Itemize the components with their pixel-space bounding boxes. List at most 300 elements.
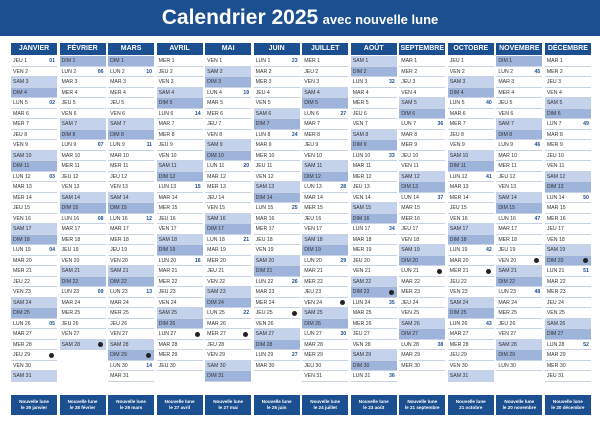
day-label: JEU 23 — [304, 289, 322, 295]
month-column — [351, 43, 397, 387]
day-row — [448, 340, 494, 351]
day-label: MAR 10 — [61, 152, 81, 159]
day-label: VEN 13 — [110, 184, 128, 190]
day-label: VEN 12 — [255, 173, 274, 180]
day-label: LUN 2 — [61, 68, 77, 75]
day-row — [205, 98, 251, 109]
day-label: JEU 7 — [207, 121, 222, 127]
day-row — [157, 140, 203, 151]
day-row — [545, 151, 591, 162]
new-moon-note — [108, 395, 154, 415]
day-row — [205, 161, 251, 172]
day-row — [448, 98, 494, 109]
day-row — [254, 77, 300, 88]
day-label: JEU 5 — [61, 100, 76, 106]
day-label: VEN 20 — [110, 257, 128, 264]
day-label: MAR 13 — [13, 184, 32, 190]
week-number: 04 — [49, 247, 55, 253]
day-label: SAM 8 — [352, 131, 369, 138]
day-label: DIM 25 — [13, 310, 30, 316]
day-row — [448, 151, 494, 162]
day-row — [205, 203, 251, 214]
day-row — [11, 329, 57, 340]
day-row — [11, 130, 57, 141]
day-label: LUN 28 — [401, 341, 419, 348]
day-row — [399, 98, 445, 109]
day-row — [157, 235, 203, 246]
day-row — [108, 130, 154, 141]
day-label: MER 18 — [110, 236, 129, 243]
week-number: 14 — [194, 110, 201, 117]
day-row — [108, 67, 154, 78]
day-label: VEN 31 — [304, 373, 323, 379]
day-label: VEN 19 — [255, 247, 274, 253]
day-label: SAM 30 — [207, 362, 226, 369]
day-row — [60, 77, 106, 88]
day-row — [399, 119, 445, 130]
day-label: VEN 27 — [61, 331, 80, 337]
day-row — [11, 298, 57, 309]
day-label: SAM 20 — [255, 257, 275, 264]
day-row — [448, 287, 494, 298]
day-label: SAM 26 — [546, 320, 566, 327]
day-label: SAM 28 — [110, 341, 129, 348]
day-row — [399, 350, 445, 361]
day-row — [496, 56, 542, 67]
day-label: MAR 10 — [110, 152, 129, 159]
day-row — [11, 56, 57, 67]
day-label: MAR 23 — [255, 289, 275, 295]
day-row — [496, 151, 542, 162]
day-label: VEN 30 — [13, 362, 31, 369]
day-label: LUN 23 — [110, 289, 128, 295]
new-moon-note — [157, 395, 203, 415]
day-row — [254, 172, 300, 183]
day-row — [108, 350, 154, 361]
day-label: JEU 13 — [352, 184, 370, 190]
week-number: 19 — [243, 89, 250, 96]
day-label: MER 11 — [61, 163, 80, 169]
day-label: MER 21 — [449, 268, 469, 274]
day-label: LUN 6 — [158, 110, 174, 117]
day-row — [351, 245, 397, 256]
day-row — [399, 329, 445, 340]
month-column — [11, 43, 57, 387]
day-label: LUN 9 — [61, 142, 77, 148]
day-label: MAR 13 — [449, 184, 469, 190]
week-number: 01 — [49, 58, 55, 64]
day-label: MAR 21 — [304, 268, 323, 274]
day-label: LUN 30 — [110, 362, 128, 369]
day-label: VEN 2 — [449, 68, 465, 75]
day-row — [545, 130, 591, 141]
new-moon-note — [448, 395, 494, 415]
day-row — [496, 319, 542, 330]
day-row — [205, 266, 251, 277]
day-label: JEU 3 — [546, 79, 561, 85]
day-label: MER 18 — [61, 236, 81, 243]
day-label: JEU 10 — [546, 152, 564, 159]
day-label: MER 14 — [13, 194, 32, 201]
day-row — [545, 308, 591, 319]
day-label: MAR 20 — [449, 257, 469, 264]
week-number: 26 — [291, 278, 298, 285]
day-label: MAR 3 — [61, 79, 78, 85]
day-label: JEU 19 — [61, 247, 79, 253]
day-label: LUN 12 — [13, 173, 31, 180]
day-label: VEN 22 — [207, 278, 226, 285]
day-label: MER 6 — [207, 110, 223, 117]
new-moon-icon — [49, 353, 54, 358]
day-row — [351, 350, 397, 361]
day-label: SAM 2 — [207, 68, 223, 75]
week-number: 14 — [146, 362, 153, 369]
day-row — [496, 287, 542, 298]
day-row — [11, 266, 57, 277]
day-row — [302, 151, 348, 162]
day-label: MAR 27 — [449, 331, 469, 337]
day-label: SAM 28 — [498, 341, 517, 348]
week-number: 49 — [583, 121, 589, 127]
day-label: VEN 21 — [352, 268, 371, 274]
day-label: VEN 30 — [449, 362, 468, 369]
day-row — [254, 193, 300, 204]
day-row — [545, 182, 591, 193]
day-row — [399, 151, 445, 162]
day-label: SAM 7 — [498, 121, 514, 127]
day-row — [108, 287, 154, 298]
day-label: MER 16 — [401, 215, 420, 222]
new-moon-label: Nouvelle lune — [19, 399, 49, 404]
day-row — [302, 161, 348, 172]
day-label: MAR 20 — [13, 257, 32, 264]
day-label: VEN 13 — [61, 184, 80, 190]
day-row — [157, 266, 203, 277]
day-label: DIM 6 — [546, 110, 561, 117]
day-label: SAM 12 — [546, 173, 566, 180]
week-number: 46 — [534, 142, 541, 148]
day-label: LUN 3 — [352, 79, 368, 85]
day-label: JEU 29 — [449, 352, 467, 358]
day-row — [157, 329, 203, 340]
day-label: VEN 24 — [158, 299, 177, 306]
day-label: MER 27 — [207, 331, 226, 337]
day-row — [448, 88, 494, 99]
day-label: DIM 11 — [449, 163, 467, 169]
day-label: MER 22 — [304, 278, 323, 285]
day-row — [157, 119, 203, 130]
day-row — [205, 88, 251, 99]
day-row — [254, 361, 300, 372]
week-number: 30 — [340, 331, 347, 337]
title-main: Calendrier 2025 — [161, 6, 319, 29]
day-label: SAM 31 — [449, 373, 469, 379]
day-row — [351, 224, 397, 235]
day-row — [351, 182, 397, 193]
day-label: DIM 8 — [110, 131, 124, 138]
day-label: DIM 17 — [207, 226, 224, 232]
day-row — [448, 298, 494, 309]
day-label: JEU 26 — [61, 320, 79, 327]
day-row — [157, 224, 203, 235]
new-moon-label: Nouvelle lune — [504, 399, 535, 404]
day-label: VEN 10 — [158, 152, 177, 159]
day-label: MER 23 — [401, 289, 420, 295]
day-row — [351, 67, 397, 78]
day-label: MER 2 — [546, 68, 563, 75]
day-row — [60, 287, 106, 298]
day-row — [60, 140, 106, 151]
day-row — [11, 350, 57, 361]
day-label: DIM 26 — [304, 320, 321, 327]
day-row — [205, 224, 251, 235]
day-label: LUN 26 — [449, 320, 468, 327]
day-label: VEN 9 — [13, 142, 28, 148]
day-label: LUN 21 — [401, 268, 419, 274]
day-row — [399, 140, 445, 151]
day-label: VEN 23 — [449, 289, 468, 295]
day-row — [448, 329, 494, 340]
day-row — [157, 130, 203, 141]
week-number: 16 — [194, 257, 201, 264]
day-row — [545, 319, 591, 330]
day-label: MER 30 — [401, 362, 420, 369]
day-label: LUN 16 — [498, 215, 516, 222]
day-row — [496, 119, 542, 130]
day-label: DIM 10 — [207, 152, 224, 159]
day-label: SAM 24 — [449, 299, 469, 306]
day-label: SAM 18 — [158, 236, 178, 243]
day-label: DIM 11 — [13, 163, 30, 169]
day-label: MER 21 — [13, 268, 32, 274]
day-row — [254, 109, 300, 120]
day-label: MER 9 — [546, 142, 563, 148]
day-label: LUN 5 — [449, 100, 465, 106]
day-row — [545, 361, 591, 372]
day-row — [448, 56, 494, 67]
day-row — [496, 182, 542, 193]
day-label: SAM 5 — [401, 100, 417, 106]
day-row — [108, 214, 154, 225]
day-row — [205, 256, 251, 267]
week-number: 22 — [243, 310, 250, 316]
day-label: JEU 21 — [207, 268, 225, 274]
week-number: 42 — [486, 247, 492, 253]
day-row — [545, 172, 591, 183]
day-label: LUN 27 — [304, 331, 322, 337]
day-label: VEN 25 — [546, 310, 565, 316]
day-label: MER 1 — [304, 58, 321, 64]
day-label: MAR 3 — [498, 79, 515, 85]
day-label: SAM 12 — [401, 173, 420, 180]
day-label: DIM 1 — [61, 58, 76, 64]
day-row — [399, 182, 445, 193]
week-number: 34 — [388, 226, 395, 232]
day-label: LUN 17 — [352, 226, 371, 232]
day-row — [254, 308, 300, 319]
day-label: SAM 13 — [255, 184, 275, 190]
day-label: SAM 23 — [207, 289, 226, 295]
day-row — [545, 298, 591, 309]
day-label: LUN 9 — [110, 142, 125, 148]
day-row — [108, 371, 154, 382]
day-label: JEU 11 — [255, 163, 273, 169]
day-label: DIM 8 — [498, 131, 513, 138]
week-number: 28 — [340, 184, 347, 190]
day-label: SAM 27 — [255, 331, 275, 337]
week-number: 23 — [291, 58, 298, 64]
day-row — [545, 109, 591, 120]
month-column — [108, 43, 154, 387]
day-row — [448, 161, 494, 172]
new-moon-icon — [146, 353, 151, 358]
day-row — [302, 245, 348, 256]
day-label: MAR 7 — [158, 121, 175, 127]
day-row — [11, 245, 57, 256]
week-number: 48 — [534, 289, 541, 295]
day-label: JEU 24 — [546, 299, 564, 306]
day-row — [108, 256, 154, 267]
day-row — [302, 130, 348, 141]
new-moon-date: le 29 janvier — [20, 405, 48, 410]
day-row — [302, 214, 348, 225]
month-column — [302, 43, 348, 387]
new-moon-note — [302, 395, 348, 415]
day-row — [60, 109, 106, 120]
day-row — [11, 235, 57, 246]
new-moon-icon — [292, 311, 297, 316]
day-row — [157, 77, 203, 88]
day-label: LUN 30 — [498, 362, 516, 369]
day-row — [157, 287, 203, 298]
day-label: MAR 28 — [158, 341, 178, 348]
day-label: VEN 8 — [207, 131, 223, 138]
day-row — [496, 266, 542, 277]
day-row — [108, 119, 154, 130]
day-label: LUN 20 — [158, 257, 177, 264]
day-row — [60, 266, 106, 277]
day-label: SAM 21 — [61, 268, 80, 274]
day-row — [351, 119, 397, 130]
day-row — [11, 161, 57, 172]
day-row — [448, 172, 494, 183]
week-number: 43 — [486, 320, 492, 327]
day-label: MER 17 — [255, 226, 275, 232]
week-number: 52 — [583, 341, 589, 348]
day-row — [108, 161, 154, 172]
day-row — [302, 182, 348, 193]
day-row — [351, 161, 397, 172]
day-label: LUN 16 — [61, 215, 80, 222]
day-row — [399, 298, 445, 309]
day-label: SAM 4 — [158, 89, 175, 96]
day-row — [545, 193, 591, 204]
day-label: DIM 15 — [110, 205, 127, 211]
day-label: SAM 11 — [158, 163, 177, 169]
month-header: MARS — [108, 43, 154, 55]
month-header: JUILLET — [302, 43, 348, 55]
day-label: MAR 8 — [546, 131, 563, 138]
day-row — [254, 235, 300, 246]
day-row — [11, 319, 57, 330]
day-label: MAR 5 — [207, 100, 223, 106]
day-label: VEN 6 — [110, 110, 126, 117]
day-row — [254, 140, 300, 151]
day-label: MER 3 — [255, 79, 272, 85]
day-row — [302, 224, 348, 235]
new-moon-label: Nouvelle lune — [164, 399, 195, 404]
day-label: MER 28 — [449, 341, 469, 348]
day-label: VEN 29 — [207, 352, 226, 358]
day-row — [60, 151, 106, 162]
day-row — [205, 214, 251, 225]
day-label: MER 28 — [13, 341, 32, 348]
day-row — [205, 340, 251, 351]
day-row — [302, 172, 348, 183]
day-row — [60, 88, 106, 99]
day-label: SAM 1 — [352, 58, 369, 64]
day-label: SAM 18 — [304, 236, 323, 243]
day-row — [205, 371, 251, 382]
day-label: JEU 12 — [61, 173, 79, 180]
new-moon-label: Nouvelle lune — [261, 399, 292, 404]
day-label: VEN 11 — [546, 163, 565, 169]
day-label: VEN 7 — [352, 121, 368, 127]
day-label: JEU 16 — [304, 215, 322, 222]
new-moon-note — [399, 395, 445, 415]
day-row — [448, 193, 494, 204]
day-label: DIM 27 — [546, 331, 564, 337]
week-number: 20 — [243, 163, 250, 169]
day-label: SAM 11 — [304, 163, 323, 169]
day-row — [108, 235, 154, 246]
day-label: MAR 6 — [13, 110, 29, 117]
day-label: JEU 15 — [449, 205, 467, 211]
calendar-title — [0, 0, 600, 36]
day-row — [108, 245, 154, 256]
day-row — [496, 193, 542, 204]
day-row — [157, 350, 203, 361]
day-label: DIM 28 — [255, 341, 273, 348]
day-row — [11, 119, 57, 130]
day-label: DIM 5 — [158, 100, 173, 106]
day-row — [302, 235, 348, 246]
day-row — [205, 308, 251, 319]
day-label: SAM 7 — [110, 121, 126, 127]
day-row — [545, 329, 591, 340]
week-number: 27 — [291, 352, 298, 358]
day-label: DIM 20 — [546, 257, 564, 264]
day-row — [254, 256, 300, 267]
day-label: VEN 6 — [498, 110, 514, 117]
day-row — [545, 266, 591, 277]
day-label: MAR 15 — [401, 205, 420, 211]
new-moon-note — [496, 395, 542, 415]
day-row — [351, 193, 397, 204]
day-row — [60, 161, 106, 172]
day-label: JEU 5 — [498, 100, 513, 106]
day-row — [254, 56, 300, 67]
day-row — [254, 130, 300, 141]
month-column — [205, 43, 251, 387]
day-label: SAM 14 — [110, 194, 129, 201]
day-label: VEN 10 — [304, 152, 323, 159]
day-row — [399, 172, 445, 183]
day-row — [157, 203, 203, 214]
day-label: DIM 19 — [304, 247, 321, 253]
day-label: MER 4 — [61, 89, 78, 96]
day-row — [399, 214, 445, 225]
